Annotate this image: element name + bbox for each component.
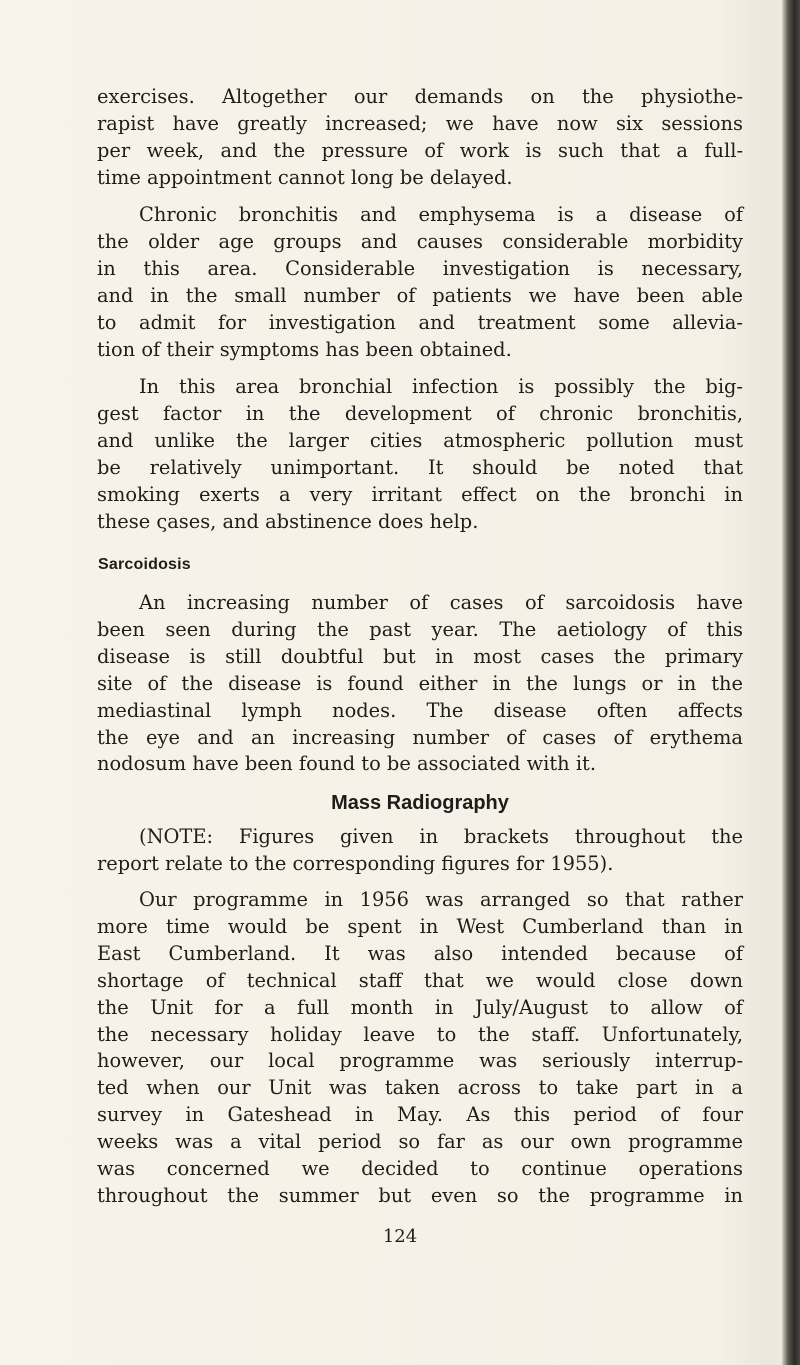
paragraph-intro	[97, 84, 743, 192]
text-line: site of the disease is found either in the lungs or in the	[97, 671, 743, 695]
text-line: weeks was a vital period so far as our own programme	[97, 1130, 743, 1154]
text-line: the Unit for a full month in July/August to allow of	[97, 995, 743, 1019]
text-line: throughout the summer but even so the programme in	[97, 1183, 743, 1207]
text-line: per week, and the pressure of work is such that a full-	[97, 138, 743, 162]
text-line: to admit for investigation and treatment some allevia-	[97, 310, 743, 334]
text-line: and unlike the larger cities atmospheric pollution must	[97, 428, 743, 452]
paragraph-programme	[97, 887, 743, 1210]
page-edge-shadow	[782, 0, 800, 1365]
text-line: these ςases, and abstinence does help.	[97, 509, 479, 533]
text-line: disease is still doubtful but in most cases the primary	[97, 644, 743, 668]
page-number: 124	[382, 1226, 418, 1247]
text-line: report relate to the corresponding figures for 1955).	[97, 851, 614, 875]
section-heading-sarcoidosis: Sarcoidosis	[98, 556, 191, 573]
text-line: been seen during the past year. The aetiology of this	[97, 617, 743, 641]
text-line: exercises. Altogether our demands on the physiothe-	[97, 85, 743, 108]
paragraph-sarcoidosis	[97, 590, 743, 778]
text-line: smoking exerts a very irritant effect on the bronchi in	[97, 482, 743, 506]
text-line: Chronic bronchitis and emphysema is a disease of	[139, 203, 743, 226]
text-line: An increasing number of cases of sarcoidosis have	[139, 591, 743, 614]
text-line: nodosum have been found to be associated with it.	[97, 752, 596, 776]
text-line: tion of their symptoms has been obtained.	[97, 337, 512, 361]
text-line: (NOTE: Figures given in brackets throughout the	[139, 825, 743, 848]
text-line: survey in Gateshead in May. As this period of four	[97, 1103, 743, 1127]
text-line: be relatively unimportant. It should be noted that	[97, 455, 743, 479]
text-line: ted when our Unit was taken across to take part in a	[97, 1076, 743, 1100]
paragraph-bronchitis	[97, 202, 743, 363]
text-line: rapist have greatly increased; we have now six sessions	[97, 111, 743, 135]
text-line: and in the small number of patients we have been able	[97, 283, 743, 307]
text-line: East Cumberland. It was also intended because of	[97, 941, 743, 965]
text-line: gest factor in the development of chronic bronchitis,	[97, 401, 743, 425]
text-line: was concerned we decided to continue operations	[97, 1157, 743, 1181]
section-heading-mass-radiography: Mass Radiography	[331, 792, 509, 814]
text-line: more time would be spent in West Cumberland than in	[97, 914, 743, 938]
text-line: mediastinal lymph nodes. The disease often affects	[97, 698, 743, 722]
text-line: in this area. Considerable investigation is necessary,	[97, 256, 743, 280]
text-line: shortage of technical staff that we would close down	[97, 968, 743, 992]
text-line: Our programme in 1956 was arranged so that rather	[139, 888, 743, 911]
text-line: the older age groups and causes considerable morbidity	[97, 229, 743, 253]
paragraph-note	[97, 824, 743, 878]
text-line: the eye and an increasing number of cases of erythema	[97, 725, 743, 749]
paragraph-infection	[97, 374, 743, 535]
text-line: the necessary holiday leave to the staff. Unfortunately,	[97, 1022, 743, 1046]
text-line: In this area bronchial infection is possibly the big-	[139, 375, 743, 398]
text-line: time appointment cannot long be delayed.	[97, 165, 513, 189]
text-line: however, our local programme was seriously interrup-	[97, 1049, 743, 1073]
